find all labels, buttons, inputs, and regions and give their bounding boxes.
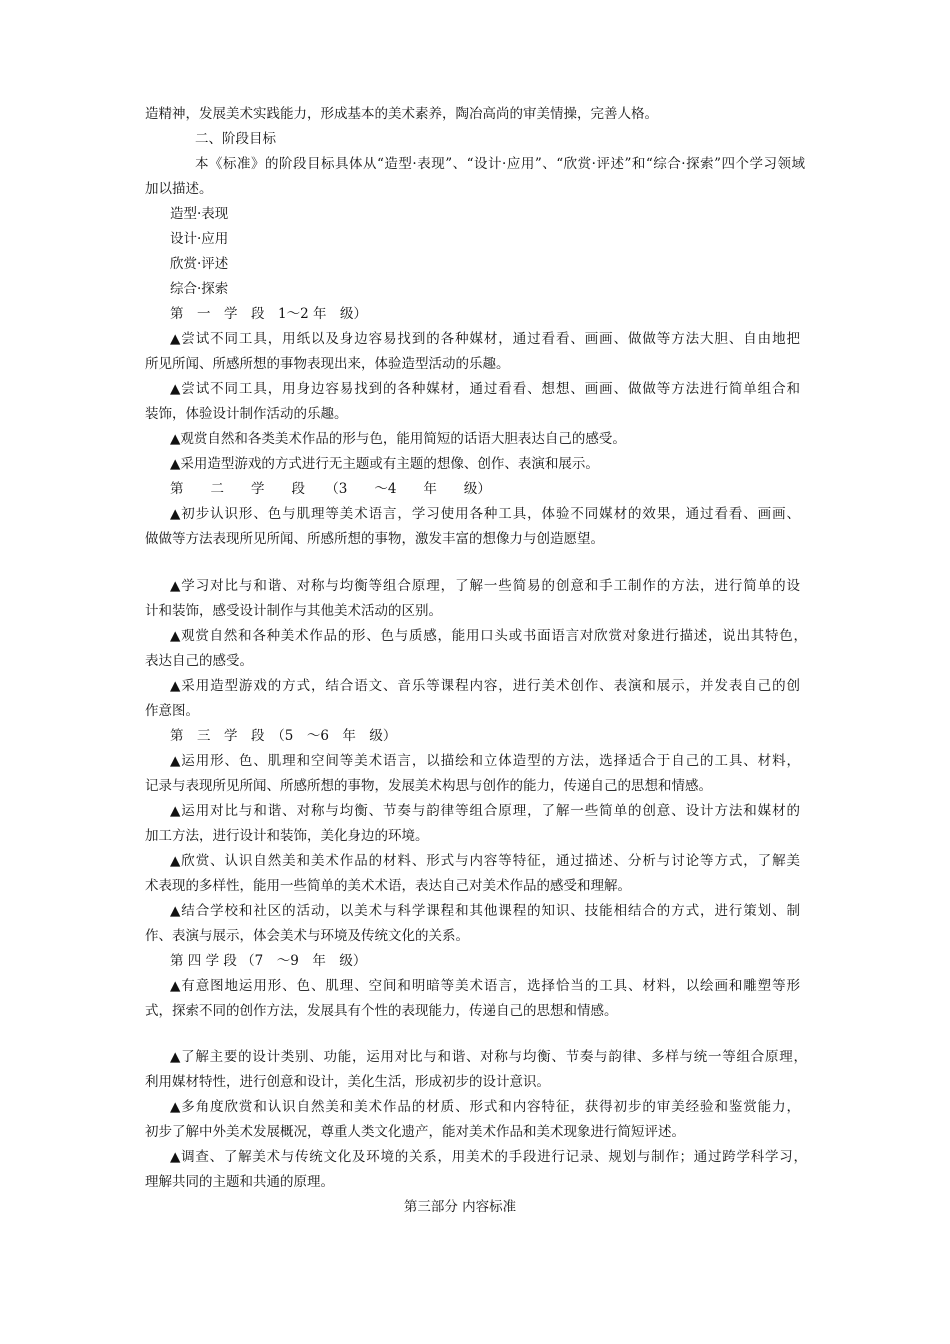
- text-line: ▲初步认识形、色与肌理等美术语言，学习使用各种工具，体验不同媒材的效果，通过看看、画画、: [170, 506, 800, 522]
- text-line: ▲采用造型游戏的方式进行无主题或有主题的想像、创作、表演和展示。: [170, 456, 599, 472]
- text-line: ▲运用形、色、肌理和空间等美术语言，以描绘和立体造型的方法，选择适合于自己的工具、材料，: [170, 753, 800, 769]
- text-line: 做做等方法表现所见所闻、所感所想的事物，激发丰富的想像力与创造愿望。: [145, 531, 604, 547]
- stage-heading: 第 三 学 段 （5 ～6 年 级）: [170, 728, 397, 744]
- text-line: 初步了解中外美术发展概况，尊重人类文化遗产，能对美术作品和美术现象进行简短评述。: [145, 1124, 685, 1140]
- text-line: 术表现的多样性，能用一些简单的美术术语，表达自己对美术作品的感受和理解。: [145, 878, 631, 894]
- text-line: ▲了解主要的设计类别、功能，运用对比与和谐、对称与均衡、节奏与韵律、多样与统一等组合原理，: [170, 1049, 807, 1065]
- text-line: 本《标准》的阶段目标具体从“造型·表现”、“设计·应用”、“欣赏·评述”和“综合·探索”四个学习领域: [195, 156, 805, 172]
- text-line: 式，探索不同的创作方法，发展具有个性的表现能力，传递自己的思想和情感。: [145, 1003, 618, 1019]
- text-line: 加以描述。: [145, 181, 213, 197]
- text-line: 计和装饰，感受设计制作与其他美术活动的区别。: [145, 603, 442, 619]
- text-line: 表达自己的感受。: [145, 653, 253, 669]
- text-line: ▲调查、了解美术与传统文化及环境的关系，用美术的手段进行记录、规划与制作；通过跨学科学习，: [170, 1149, 807, 1165]
- text-line: ▲尝试不同工具，用身边容易找到的各种媒材，通过看看、想想、画画、做做等方法进行简单组合和: [170, 381, 800, 397]
- text-line: ▲采用造型游戏的方式，结合语文、音乐等课程内容，进行美术创作、表演和展示，并发表自己的创: [170, 678, 800, 694]
- domain-item: 综合·探索: [170, 281, 229, 297]
- text-line: 加工方法，进行设计和装饰，美化身边的环境。: [145, 828, 429, 844]
- text-line: ▲欣赏、认识自然美和美术作品的材料、形式与内容等特征，通过描述、分析与讨论等方式，了解美: [170, 853, 800, 869]
- text-line: ▲观赏自然和各种美术作品的形、色与质感，能用口头或书面语言对欣赏对象进行描述，说出其特色，: [170, 628, 807, 644]
- domain-item: 造型·表现: [170, 206, 229, 222]
- text-line: 记录与表现所见所闻、所感所想的事物，发展美术构思与创作的能力，传递自己的思想和情感。: [145, 778, 712, 794]
- stage-heading: 第 一 学 段 1～2 年 级）: [170, 306, 367, 322]
- stage-heading: 第 二 学 段 （3 ～4 年 级）: [170, 481, 491, 497]
- text-line: 作意图。: [145, 703, 199, 719]
- domain-item: 欣赏·评述: [170, 256, 229, 272]
- text-line: ▲结合学校和社区的活动，以美术与科学课程和其他课程的知识、技能相结合的方式，进行策划、制: [170, 903, 800, 919]
- text-line: ▲运用对比与和谐、对称与均衡、节奏与韵律等组合原理，了解一些简单的创意、设计方法和媒材的: [170, 803, 800, 819]
- text-line: ▲观赏自然和各类美术作品的形与色，能用简短的话语大胆表达自己的感受。: [170, 431, 626, 447]
- text-line: ▲有意图地运用形、色、肌理、空间和明暗等美术语言，选择恰当的工具、材料，以绘画和雕塑等形: [170, 978, 800, 994]
- stage-heading: 第 四 学 段 （7 ～9 年 级）: [170, 953, 367, 969]
- text-line: 作、表演与展示，体会美术与环境及传统文化的关系。: [145, 928, 469, 944]
- text-line: ▲尝试不同工具，用纸以及身边容易找到的各种媒材，通过看看、画画、做做等方法大胆、自由地把: [170, 331, 800, 347]
- part-heading: 第三部分 内容标准: [403, 1199, 517, 1215]
- domain-item: 设计·应用: [170, 231, 229, 247]
- section-heading: 二、阶段目标: [195, 131, 276, 147]
- text-line: 理解共同的主题和共通的原理。: [145, 1174, 334, 1190]
- text-line: 造精神，发展美术实践能力，形成基本的美术素养，陶冶高尚的审美情操，完善人格。: [145, 106, 658, 122]
- text-line: ▲多角度欣赏和认识自然美和美术作品的材质、形式和内容特征，获得初步的审美经验和鉴赏能力，: [170, 1099, 800, 1115]
- text-line: 装饰，体验设计制作活动的乐趣。: [145, 406, 348, 422]
- text-line: ▲学习对比与和谐、对称与均衡等组合原理，了解一些简易的创意和手工制作的方法，进行简单的设: [170, 578, 800, 594]
- text-line: 利用媒材特性，进行创意和设计，美化生活，形成初步的设计意识。: [145, 1074, 550, 1090]
- text-line: 所见所闻、所感所想的事物表现出来，体验造型活动的乐趣。: [145, 356, 510, 372]
